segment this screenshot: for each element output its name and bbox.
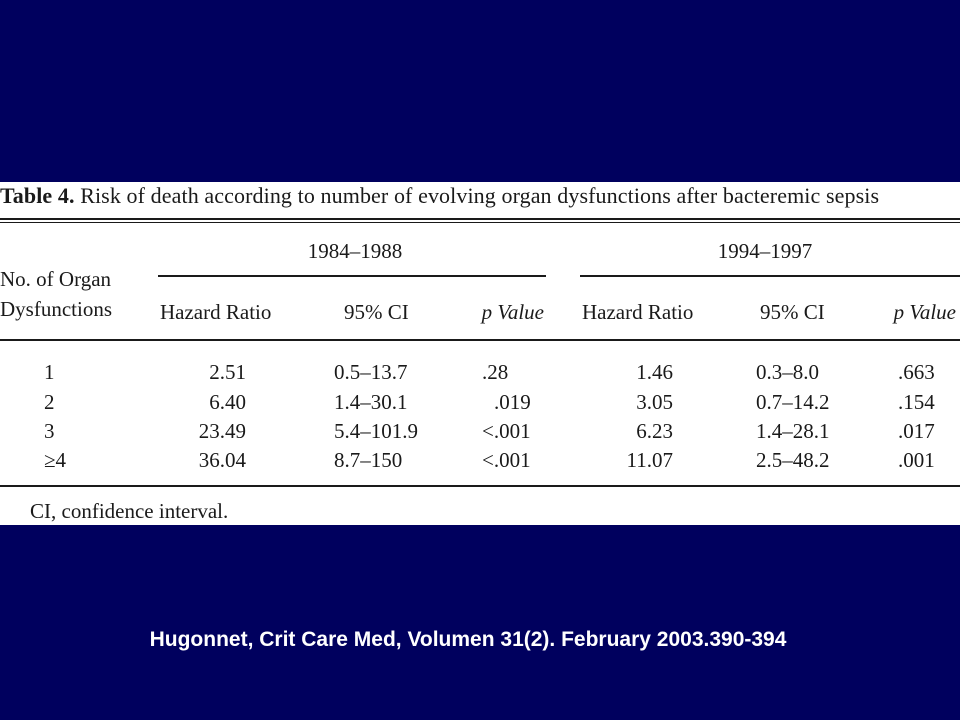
table-row: [0, 359, 960, 389]
col-ci-1: 95% CI: [344, 300, 409, 324]
group-header-1984: 1984–1988: [307, 239, 403, 263]
cell-p2: .663: [898, 360, 935, 384]
cell-n: 2: [44, 390, 55, 414]
row-header-line-1: No. of Organ: [0, 267, 112, 291]
cell-p2: .017: [898, 419, 935, 443]
cell-ci2: 1.4–28.1: [756, 419, 830, 443]
cell-ci1: 0.5–13.7: [334, 360, 408, 384]
cell-ci1: 5.4–101.9: [334, 419, 418, 443]
table-title: Risk of death according to number of evolving organ dysfunctions after bacteremic sepsis: [80, 183, 880, 208]
table-caption: [0, 183, 879, 209]
cell-p1: .28: [482, 360, 509, 384]
cell-hr1: 36.04: [198, 448, 246, 472]
cell-p1: <.001: [482, 419, 531, 443]
cell-p1: <.001: [482, 448, 531, 472]
col-p-value-1: p Value: [481, 300, 544, 324]
cell-hr1: 23.49: [198, 419, 246, 443]
top-rule: [0, 218, 960, 220]
table-row: [0, 447, 960, 477]
cell-hr2: 1.46: [636, 360, 673, 384]
group-rule-1984: [158, 275, 546, 277]
cell-hr2: 6.23: [636, 419, 673, 443]
cell-n: ≥4: [44, 448, 67, 472]
group-rule-1994: [580, 275, 960, 277]
top-rule-2: [0, 222, 960, 223]
table-row: [0, 418, 960, 448]
bottom-rule: [0, 485, 960, 487]
col-hazard-ratio-1: Hazard Ratio: [160, 300, 272, 324]
cell-hr1: 6.40: [209, 390, 246, 414]
cell-ci1: 1.4–30.1: [334, 390, 408, 414]
table-row: [0, 389, 960, 419]
cell-hr2: 11.07: [626, 448, 673, 472]
cell-ci2: 2.5–48.2: [756, 448, 830, 472]
group-header-1994: 1994–1997: [717, 239, 813, 263]
row-header-line-2: Dysfunctions: [0, 297, 112, 321]
table-image: [0, 182, 960, 525]
cell-hr2: 3.05: [636, 390, 673, 414]
col-hazard-ratio-2: Hazard Ratio: [582, 300, 694, 324]
col-p-value-2: p Value: [893, 300, 956, 324]
header-rule: [0, 339, 960, 341]
cell-p2: .001: [898, 448, 935, 472]
cell-p2: .154: [898, 390, 935, 414]
cell-n: 3: [44, 419, 55, 443]
citation: Hugonnet, Crit Care Med, Volumen 31(2). February 2003.390-394: [149, 628, 787, 651]
cell-ci2: 0.7–14.2: [756, 390, 830, 414]
cell-ci1: 8.7–150: [334, 448, 403, 472]
table-label: Table 4.: [0, 183, 75, 208]
cell-n: 1: [44, 360, 55, 384]
col-ci-2: 95% CI: [760, 300, 825, 324]
cell-ci2: 0.3–8.0: [756, 360, 819, 384]
table-footnote: CI, confidence interval.: [30, 499, 229, 523]
cell-p1: .019: [494, 390, 531, 414]
cell-hr1: 2.51: [209, 360, 246, 384]
